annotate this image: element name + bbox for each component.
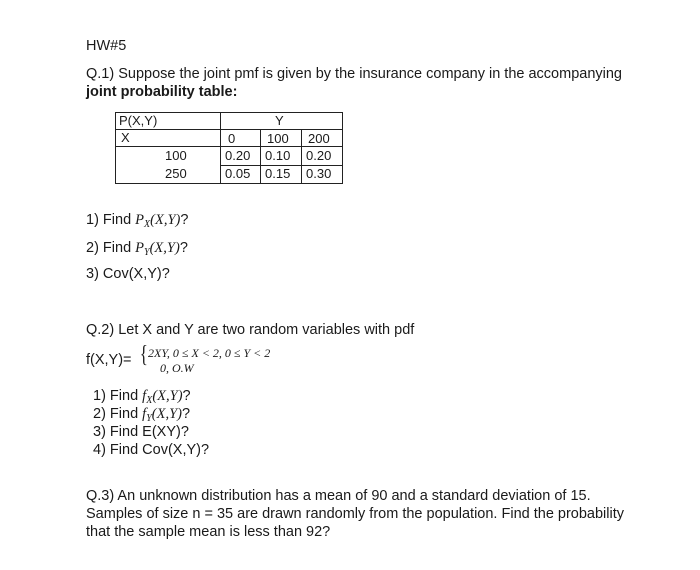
table-corner-label: P(X,Y) xyxy=(119,113,158,128)
table-cell: 0.20 xyxy=(225,148,251,163)
pdf-brace: { xyxy=(139,342,148,368)
table-cell: 0.15 xyxy=(265,166,291,181)
item-prefix: 1) Find xyxy=(93,388,143,404)
table-y-value: 100 xyxy=(267,131,289,146)
table-cell: 0.30 xyxy=(306,166,332,181)
q1-item-2 xyxy=(86,240,188,258)
item-suffix: ? xyxy=(180,212,189,228)
q2-item-1 xyxy=(93,388,191,406)
math-args: (X,Y) xyxy=(150,212,181,228)
q3-line3: that the sample mean is less than 92? xyxy=(86,524,331,540)
q3-line1: Q.3) An unknown distribution has a mean of 90 and a standard deviation of 15. xyxy=(86,488,591,504)
q2-item-3: 3) Find E(XY)? xyxy=(93,424,189,440)
q1-intro-line1: Q.1) Suppose the joint pmf is given by the insurance company in the accompanying xyxy=(86,66,622,82)
q2-item-4: 4) Find Cov(X,Y)? xyxy=(93,442,210,458)
math-subscript: X xyxy=(144,219,151,230)
math-symbol: P xyxy=(135,212,145,228)
table-cell: 0.10 xyxy=(265,148,291,163)
table-x-label: X xyxy=(121,130,130,145)
math-args: (X,Y) xyxy=(149,240,180,256)
math-subscript: X xyxy=(146,395,153,406)
math-symbol: f xyxy=(142,388,147,404)
table-y-label: Y xyxy=(275,113,284,128)
page-title: HW#5 xyxy=(86,38,127,54)
item-suffix: ? xyxy=(179,240,188,256)
item-prefix: 1) Find xyxy=(86,212,136,228)
math-subscript: Y xyxy=(144,247,150,258)
q1-intro-line2: joint probability table: xyxy=(86,84,238,100)
math-symbol: P xyxy=(135,240,145,256)
table-cell: 0.20 xyxy=(306,148,332,163)
q2-item-2 xyxy=(93,406,190,424)
table-y-value: 200 xyxy=(308,131,330,146)
pdf-case-1: 2XY, 0 ≤ X < 2, 0 ≤ Y < 2 xyxy=(148,346,271,360)
item-prefix: 2) Find xyxy=(86,240,136,256)
table-x-value: 100 xyxy=(165,148,187,163)
q2-pdf-label: f(X,Y)= xyxy=(86,352,132,368)
pdf-case-2: 0, O.W xyxy=(160,361,194,375)
item-suffix: ? xyxy=(182,388,191,404)
math-subscript: Y xyxy=(146,413,152,424)
item-suffix: ? xyxy=(181,406,191,422)
q1-item-3: 3) Cov(X,Y)? xyxy=(86,266,170,282)
math-args: (X,Y) xyxy=(152,388,183,404)
table-x-value: 250 xyxy=(165,166,187,181)
q1-item-1 xyxy=(86,212,188,230)
q3-line2: Samples of size n = 35 are drawn randomly from the population. Find the probability xyxy=(86,506,625,522)
q2-intro: Q.2) Let X and Y are two random variables with pdf xyxy=(86,322,415,338)
item-prefix: 2) Find xyxy=(93,406,143,422)
math-symbol: f xyxy=(142,406,147,422)
table-y-value: 0 xyxy=(228,131,236,146)
table-cell: 0.05 xyxy=(225,166,251,181)
joint-probability-table xyxy=(115,112,343,184)
math-args: (X,Y) xyxy=(151,406,182,422)
